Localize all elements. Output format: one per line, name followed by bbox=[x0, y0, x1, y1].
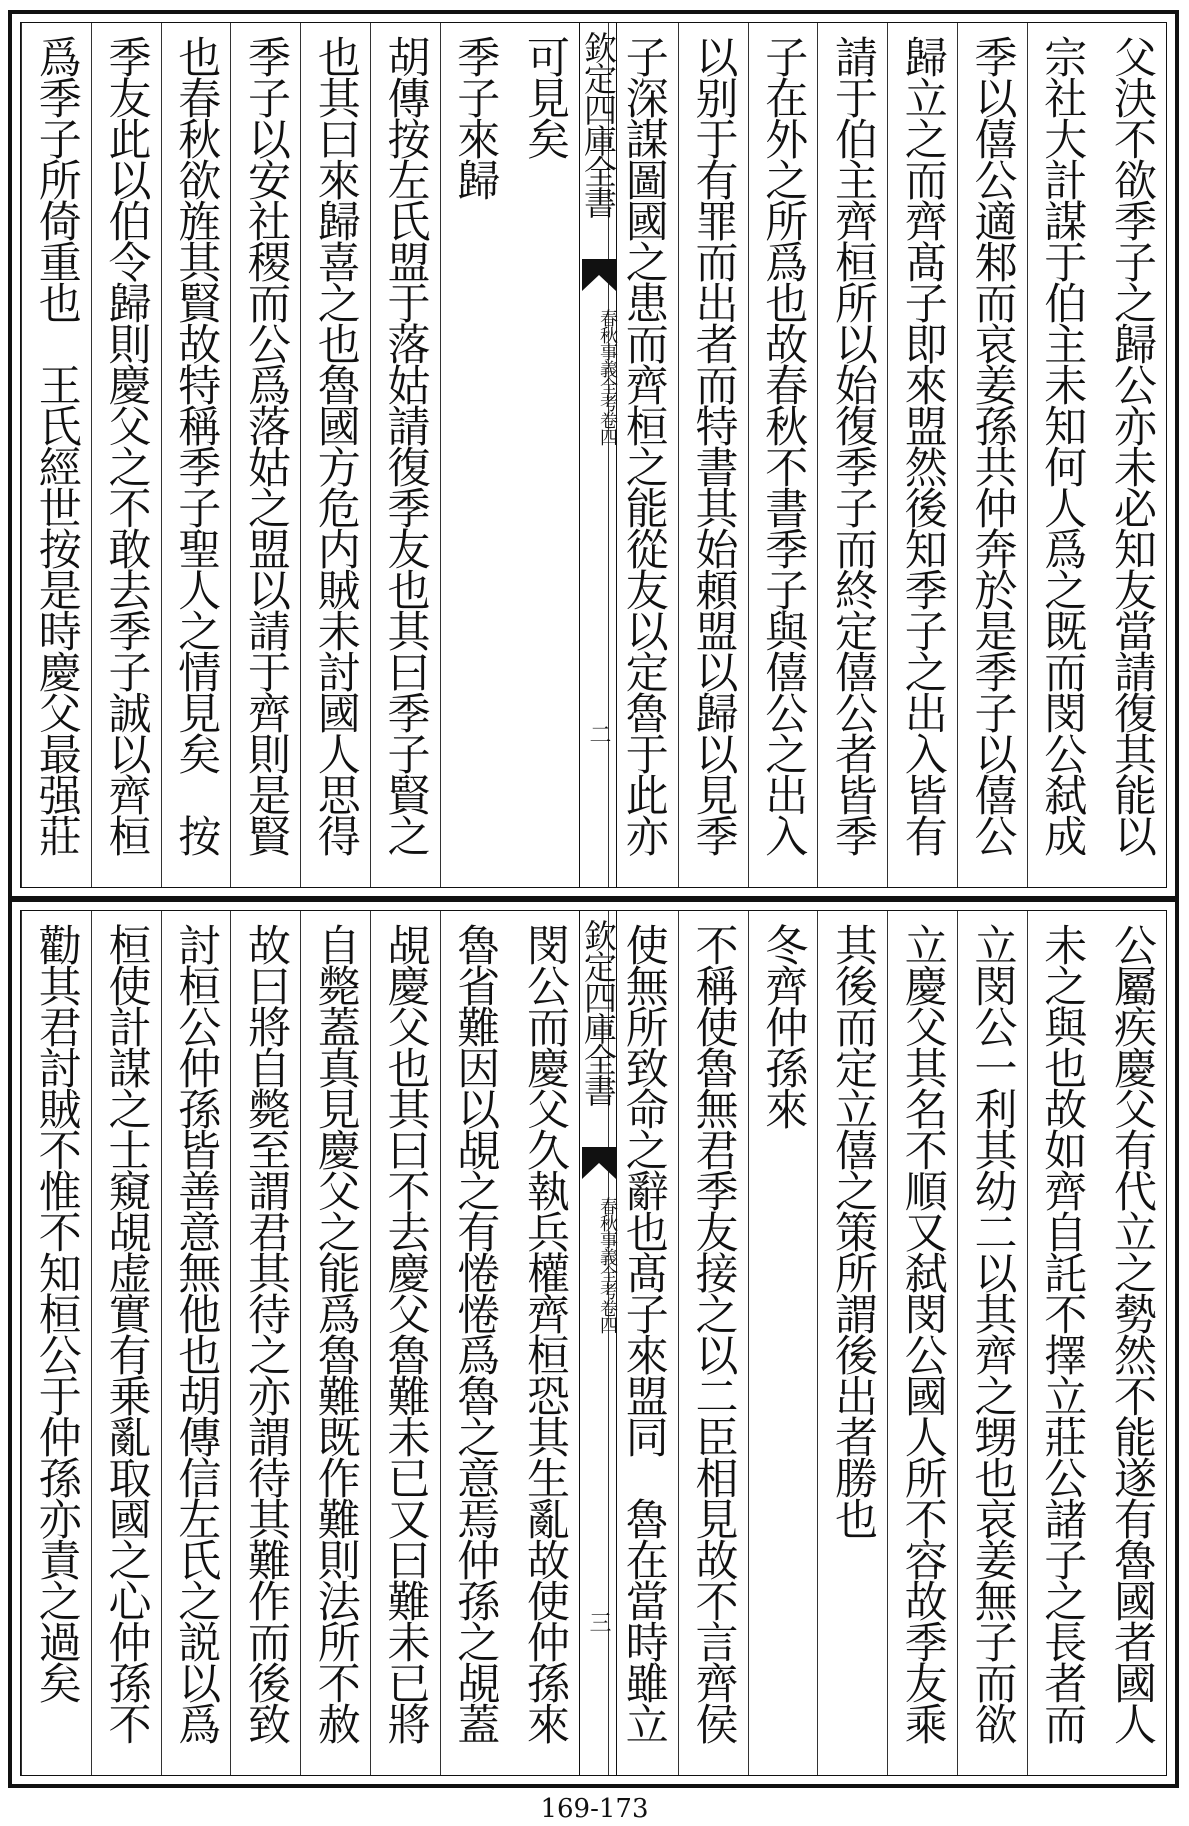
column-text: 故曰將自斃至謂君其待之亦謂待其難作而後致 bbox=[241, 923, 291, 1743]
column-text: 閔公而慶父久執兵權齊桓恐其生亂故使仲孫來 bbox=[520, 923, 570, 1743]
column-text: 也春秋欲旌其賢故特稱季子聖人之情見矣 按 bbox=[171, 35, 222, 855]
text-column bbox=[957, 23, 1027, 887]
column-text: 父決不欲季子之歸公亦未必知友當請復其能以 bbox=[1107, 35, 1157, 855]
text-column bbox=[608, 23, 678, 887]
text-column bbox=[230, 23, 300, 887]
text-column bbox=[678, 911, 748, 1775]
column-text: 季子來歸 bbox=[450, 35, 501, 199]
text-column bbox=[817, 911, 887, 1775]
column-text: 請于伯主齊桓所以始復季子而終定僖公者皆季 bbox=[828, 35, 878, 855]
text-column bbox=[748, 911, 818, 1775]
sub-title-book: 春秋事義全考 bbox=[597, 309, 618, 411]
column-text: 胡傳按左氏盟于落姑請復季友也其曰季子賢之 bbox=[380, 35, 431, 855]
column-text: 勸其君討賊不惟不知桓公于仲孫亦責之過矣 bbox=[31, 923, 82, 1702]
column-text: 使無所致命之辭也髙子來盟同 魯在當時雖立 bbox=[618, 923, 669, 1743]
column-text: 覘慶父也其曰不去慶父魯難未已又曰難未已將 bbox=[380, 923, 431, 1743]
column-text: 子在外之所爲也故春秋不書季子與僖公之出入 bbox=[758, 35, 809, 855]
column-text: 冬齊仲孫來 bbox=[758, 923, 809, 1128]
column-text: 歸立之而齊髙子即來盟然後知季子之出入皆有 bbox=[897, 35, 948, 855]
column-text: 也其曰來歸喜之也魯國方危内賊未討國人思得 bbox=[310, 35, 361, 855]
center-column bbox=[579, 911, 617, 1775]
library-title: 欽定四庫全書 bbox=[579, 31, 618, 217]
text-column bbox=[678, 23, 748, 887]
right-half bbox=[608, 911, 1166, 1775]
sub-title bbox=[580, 309, 616, 529]
column-text: 其後而定立僖之策所謂後出者勝也 bbox=[828, 923, 878, 1538]
page-number: 二 bbox=[586, 723, 611, 745]
text-column bbox=[1027, 23, 1097, 887]
text-column bbox=[1096, 911, 1166, 1775]
page-bottom bbox=[8, 898, 1179, 1788]
column-text: 季以僖公適邾而哀姜孫共仲奔於是季子以僖公 bbox=[967, 35, 1018, 855]
column-text: 可見矣 bbox=[520, 35, 570, 158]
text-column bbox=[440, 911, 510, 1775]
column-text: 不稱使魯無君季友接之以二臣相見故不言齊侯 bbox=[688, 923, 739, 1743]
fishtail-mark-icon bbox=[582, 1147, 616, 1179]
text-column bbox=[887, 911, 957, 1775]
text-column bbox=[509, 911, 579, 1775]
text-column bbox=[91, 911, 161, 1775]
text-column bbox=[509, 23, 579, 887]
library-title: 欽定四庫全書 bbox=[579, 919, 618, 1105]
column-text: 公屬疾慶父有代立之勢然不能遂有魯國者國人 bbox=[1107, 923, 1157, 1743]
left-half bbox=[21, 911, 579, 1775]
text-column bbox=[21, 911, 91, 1775]
text-column bbox=[370, 23, 440, 887]
page-top bbox=[8, 10, 1179, 900]
text-column bbox=[957, 911, 1027, 1775]
column-text: 未之與也故如齊自託不擇立莊公諸子之長者而 bbox=[1037, 923, 1088, 1743]
center-column bbox=[579, 23, 617, 887]
column-text: 立閔公一利其幼二以其齊之甥也哀姜無子而欲 bbox=[967, 923, 1018, 1743]
text-column bbox=[1027, 911, 1097, 1775]
text-column bbox=[300, 911, 370, 1775]
page-number: 三 bbox=[586, 1611, 611, 1633]
column-text: 爲季子所倚重也 王氏經世按是時慶父最强莊 bbox=[31, 35, 82, 855]
text-column bbox=[370, 911, 440, 1775]
text-column bbox=[440, 23, 510, 887]
text-column bbox=[1096, 23, 1166, 887]
sub-title-book: 春秋事義全考 bbox=[597, 1197, 618, 1299]
text-column bbox=[161, 911, 231, 1775]
column-text: 自斃蓋真見慶父之能爲魯難既作難則法所不赦 bbox=[310, 923, 361, 1743]
column-text: 子深謀圖國之患而齊桓之能從友以定魯于此亦 bbox=[618, 35, 669, 855]
text-column bbox=[161, 23, 231, 887]
column-text: 魯省難因以覘之有惓惓爲魯之意焉仲孫之覘蓋 bbox=[450, 923, 501, 1743]
text-column bbox=[91, 23, 161, 887]
text-column bbox=[817, 23, 887, 887]
text-column bbox=[300, 23, 370, 887]
column-text: 宗社大計謀于伯主未知何人爲之既而閔公弑成 bbox=[1037, 35, 1088, 855]
column-text: 立慶父其名不順又弑閔公國人所不容故季友乘 bbox=[897, 923, 948, 1743]
footer-label: 169-173 bbox=[540, 1794, 649, 1824]
sub-title-volume: 卷四 bbox=[597, 1299, 618, 1333]
fishtail-mark-icon bbox=[582, 259, 616, 291]
column-text: 討桓公仲孫皆善意無他也胡傳信左氏之説以爲 bbox=[171, 923, 222, 1743]
page-frame bbox=[20, 22, 1167, 888]
text-column bbox=[887, 23, 957, 887]
text-column bbox=[21, 23, 91, 887]
text-column bbox=[230, 911, 300, 1775]
sub-title-volume: 卷四 bbox=[597, 411, 618, 445]
column-text: 桓使計謀之士窺覘虚實有乗亂取國之心仲孫不 bbox=[101, 923, 152, 1743]
text-column bbox=[748, 23, 818, 887]
column-text: 以别于有罪而出者而特書其始頼盟以歸以見季 bbox=[688, 35, 739, 855]
right-half bbox=[608, 23, 1166, 887]
column-text: 季友此以伯令歸則慶父之不敢去季子誠以齊桓 bbox=[101, 35, 152, 855]
column-text: 季子以安社稷而公爲落姑之盟以請于齊則是賢 bbox=[241, 35, 291, 855]
sub-title bbox=[580, 1197, 616, 1417]
text-column bbox=[608, 911, 678, 1775]
page-frame bbox=[20, 910, 1167, 1776]
left-half bbox=[21, 23, 579, 887]
